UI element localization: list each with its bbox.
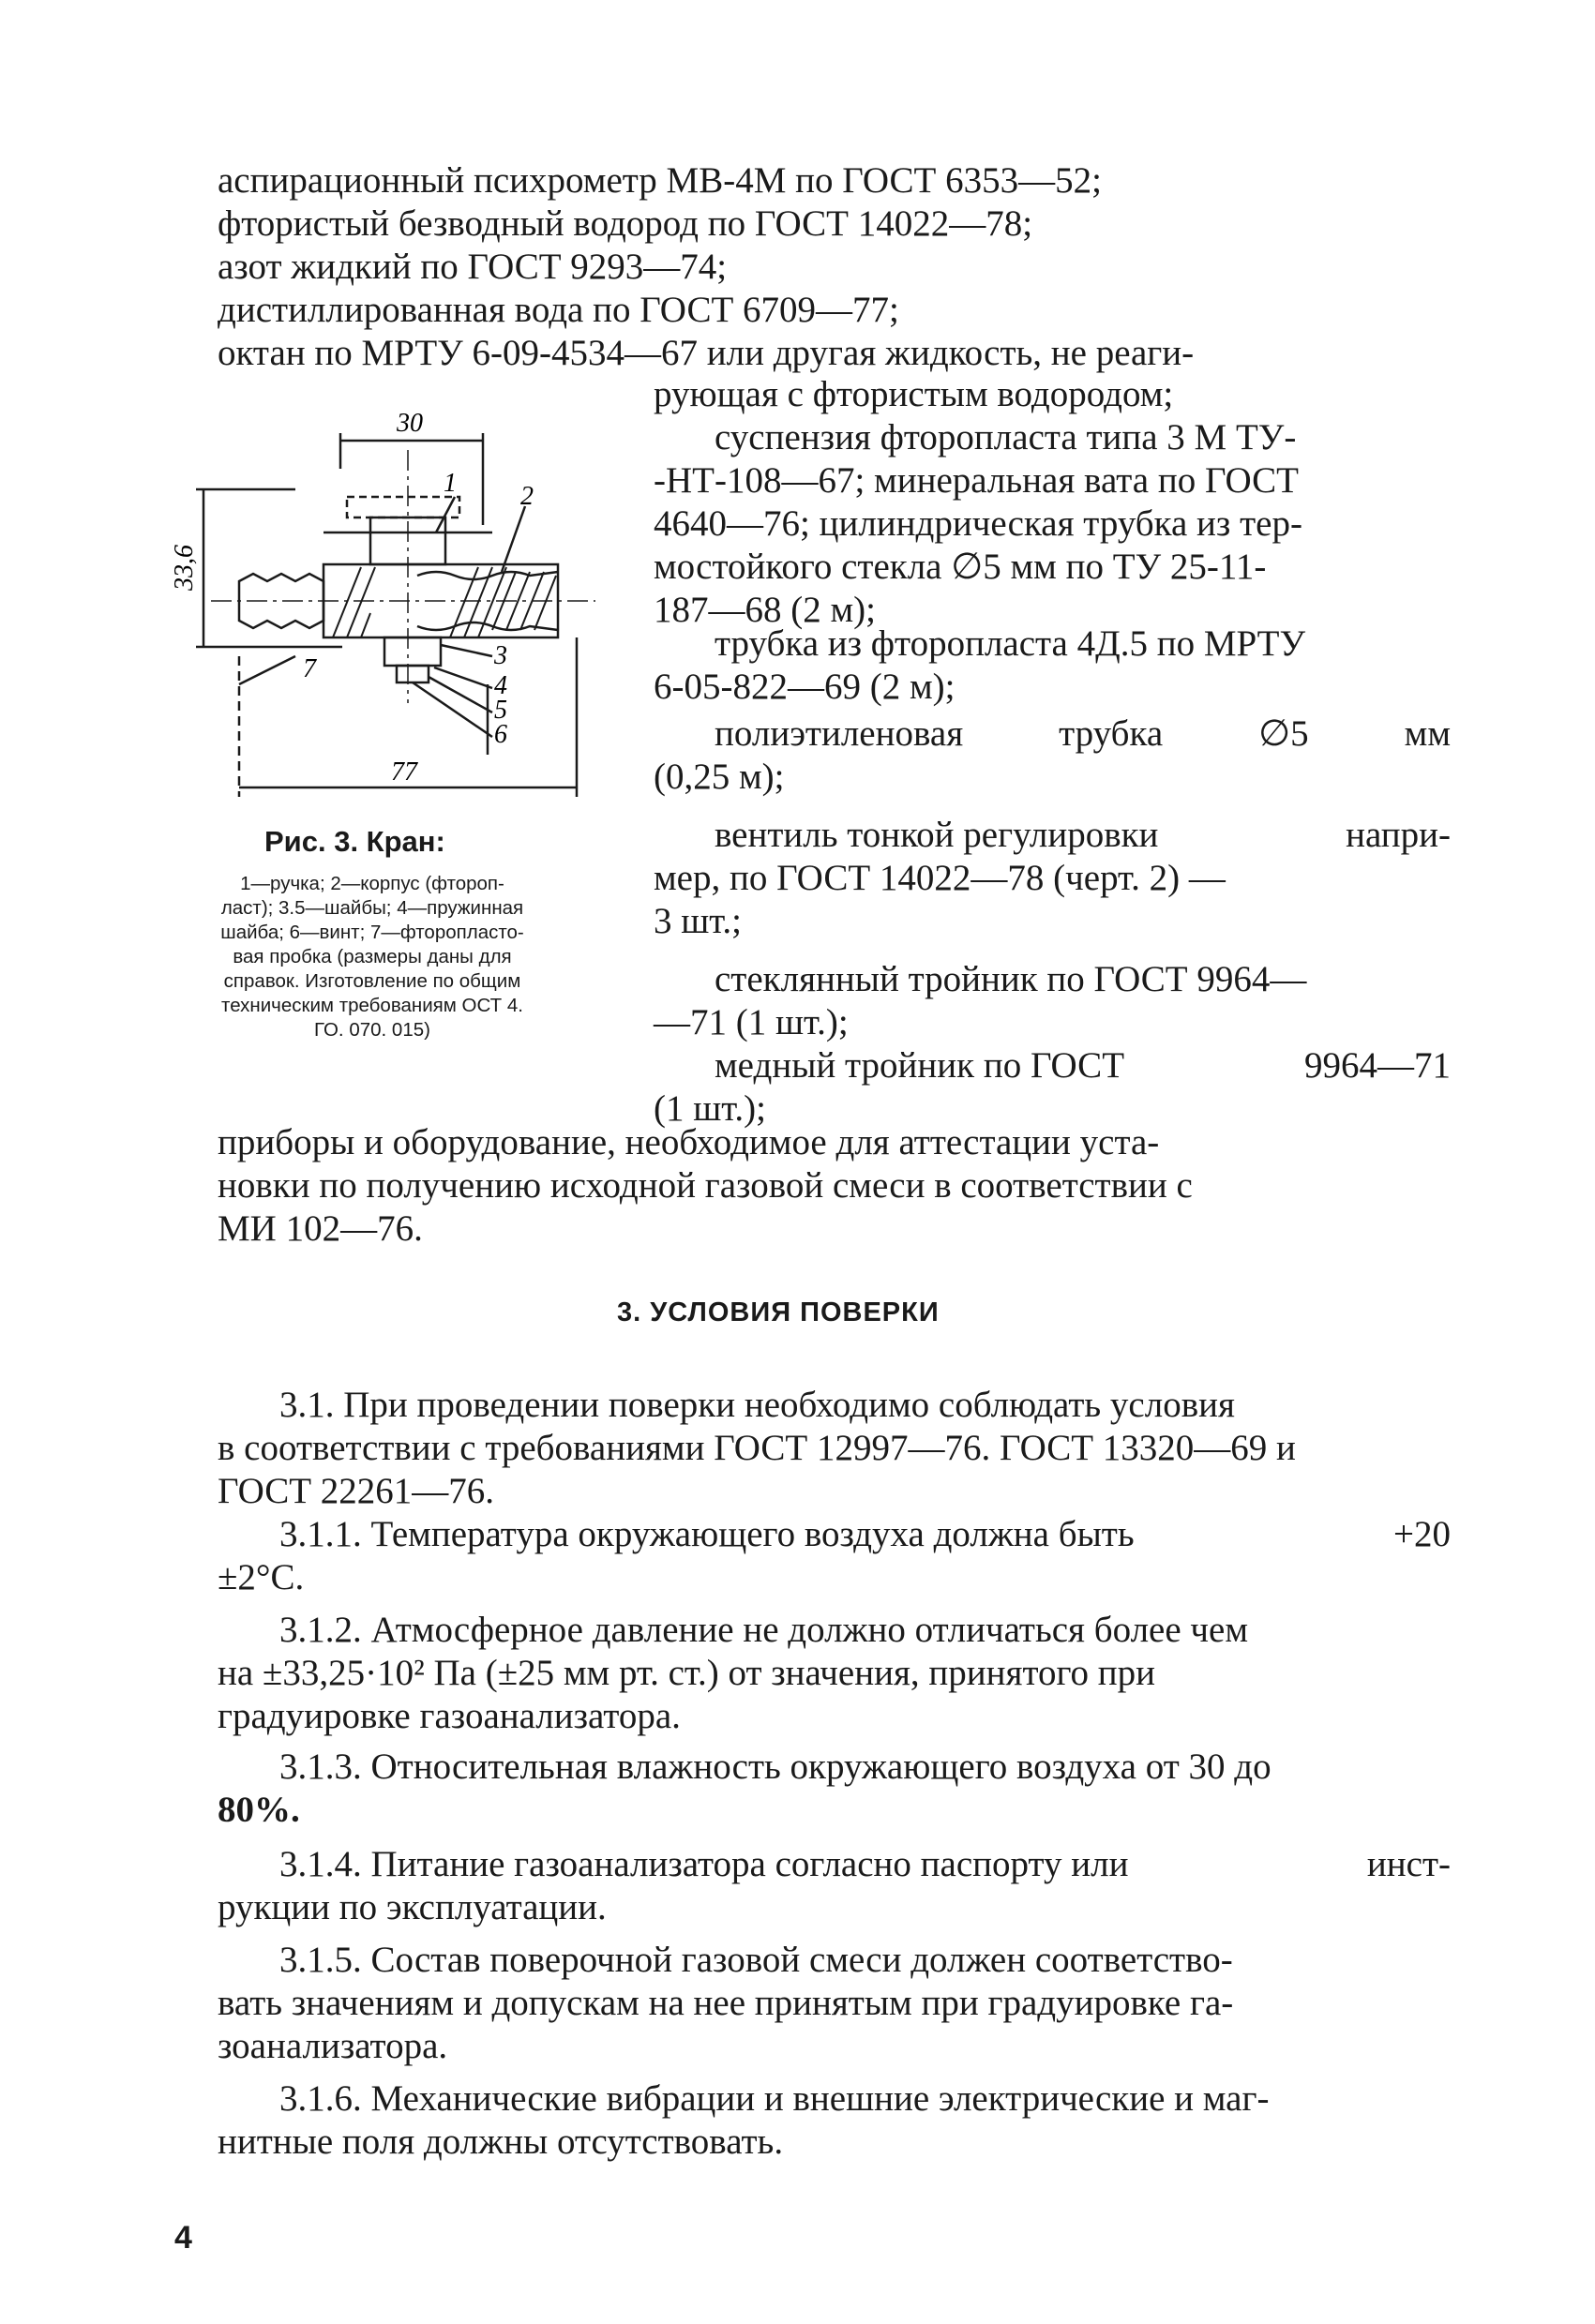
list-line-hydrogen-fluoride: фтористый безводный водород по ГОСТ 14022—78; [218,203,1033,244]
caption-line-7: ГО. 070. 015) [314,1019,430,1041]
para-3-1-4-line-2: рукции по эксплуатации. [218,1887,607,1927]
equipment-line-3: МИ 102—76. [218,1208,423,1249]
right-line-15: —71 (1 шт.); [654,1002,849,1042]
right-line-9-a: полиэтиленовая [715,713,964,754]
right-line-16-a: медный тройник по ГОСТ [715,1045,1125,1086]
para-3-1-line-1: 3.1. При проведении поверки необходимо соблюдать условия [279,1385,1235,1425]
para-3-1-4-line-1 [279,1843,1451,1886]
part-label-3: 3 [494,641,507,670]
caption-line-2: ласт); 3.5—шайбы; 4—пружинная [220,897,524,919]
equipment-line-2-text: новки по получению исходной газовой смеси в соответствии с [218,1165,1193,1206]
right-line-11 [715,814,1451,857]
equipment-line-2 [218,1164,1451,1207]
right-line-9-b: трубка [1059,713,1164,754]
list-line-distilled-water: дистиллированная вода по ГОСТ 6709—77; [218,290,899,330]
valve-drawing [170,409,624,806]
body-hatching [333,567,556,637]
para-3-1-5-line-2: вать значениям и допускам на нее принятым при градуировке га- [218,1983,1234,2023]
right-line-9-c: ∅5 [1258,713,1309,754]
right-line-5: мостойкого стекла ∅5 мм по ТУ 25-11- [654,547,1267,587]
para-3-1-line-2: в соответствии с требованиями ГОСТ 12997—76. ГОСТ 13320—69 и [218,1428,1296,1468]
plug [384,637,441,666]
right-line-4: 4640—76; цилиндрическая трубка из тер- [654,503,1302,544]
para-3-1-1-text: 3.1.1. Температура окружающего воздуха должна быть [279,1514,1135,1554]
page-number: 4 [174,2220,192,2256]
list-line-psychrometer: аспирационный психрометр МВ-4М по ГОСТ 6353—52; [218,160,1102,201]
caption-line-1: 1—ручка; 2—корпус (фтороп- [240,873,504,894]
list-line-octane [218,332,1451,375]
caption-line-6: техническим требованиям ОСТ 4. [221,995,523,1016]
part-label-1: 1 [444,469,457,498]
figure-caption [167,872,578,1042]
caption-line-5: справок. Изготовление по общим [223,970,521,992]
figure-title: Рис. 3. Кран: [264,825,445,858]
right-line-13: 3 шт.; [654,901,742,941]
para-3-1-2-line-1: 3.1.2. Атмосферное давление не должно отличаться более чем [279,1610,1249,1650]
para-3-1-3-line-1: 3.1.3. Относительная влажность окружающего воздуха от 30 до [279,1747,1271,1787]
list-line-nitrogen: азот жидкий по ГОСТ 9293—74; [218,247,728,287]
section-heading: 3. УСЛОВИЯ ПОВЕРКИ [617,1297,940,1327]
para-3-1-line-3: ГОСТ 22261—76. [218,1471,495,1511]
right-line-9-d: мм [1404,713,1451,754]
dim-left-label: 33,6 [170,545,199,591]
right-line-17: (1 шт.); [654,1088,766,1129]
para-3-1-4-end: инст- [1366,1844,1451,1884]
para-3-1-1-line-1 [279,1513,1451,1556]
para-3-1-3-line-2: 80%. [218,1790,300,1830]
dim-bottom-label: 77 [391,757,417,787]
para-3-1-4-text: 3.1.4. Питание газоанализатора согласно паспорту или [279,1844,1129,1884]
para-3-1-2-line-3: градуировке газоанализатора. [218,1696,681,1736]
leader-2 [502,506,525,572]
equipment-line-1-text: приборы и оборудование, необходимое для аттестации уста- [218,1122,1160,1162]
right-line-6: 187—68 (2 м); [654,590,876,630]
leader-7 [239,656,295,684]
right-line-3: -НТ-108—67; минеральная вата по ГОСТ [654,460,1300,501]
para-3-1-2-line-2: на ±33,25·10² Па (±25 мм рт. ст.) от значения, принятого при [218,1653,1156,1693]
leader-5 [429,677,492,712]
right-line-16-b: 9964—71 [1304,1045,1451,1086]
right-line-7: трубка из фторопласта 4Д.5 по МРТУ [715,623,1306,664]
part-label-5: 5 [494,696,507,725]
right-line-14: стеклянный тройник по ГОСТ 9964— [715,959,1307,999]
right-line-9 [715,712,1451,756]
right-line-8: 6-05-822—69 (2 м); [654,667,955,707]
caption-line-3: шайба; 6—винт; 7—фторопласто- [220,922,524,943]
para-3-1-6-line-1: 3.1.6. Механические вибрации и внешние электрические и маг- [279,2078,1270,2119]
right-line-1: рующая с фтористым водородом; [654,374,1174,414]
para-3-1-5-line-3: зоанализатора. [218,2026,448,2066]
para-3-1-1-value: +20 [1393,1514,1451,1554]
right-line-16 [715,1044,1451,1087]
para-3-1-1-line-2: ±2°С. [218,1557,305,1597]
right-line-12: мер, по ГОСТ 14022—78 (черт. 2) — [654,858,1226,898]
dim-top-label: 30 [397,409,423,438]
list-line-octane-text: октан по МРТУ 6-09-4534—67 или другая жидкость, не реаги- [218,333,1195,373]
para-3-1-6-line-2: нитные поля должны отсутствовать. [218,2122,784,2162]
handle [347,497,459,517]
part-label-2: 2 [520,482,534,511]
screw [397,666,429,682]
right-line-11-b: напри- [1346,815,1451,855]
right-line-11-a: вентиль тонкой регулировки [715,815,1159,855]
part-label-7: 7 [303,654,316,683]
caption-line-4: вая пробка (размеры даны для [233,946,512,967]
part-label-6: 6 [494,720,507,749]
part-label-4: 4 [494,671,507,700]
right-line-2: суспензия фторопласта типа 3 М ТУ- [715,417,1297,457]
para-3-1-5-line-1: 3.1.5. Состав поверочной газовой смеси должен соответство- [279,1940,1233,1980]
leader-3 [441,645,492,656]
right-line-10: (0,25 м); [654,757,785,797]
equipment-line-1 [218,1121,1451,1164]
